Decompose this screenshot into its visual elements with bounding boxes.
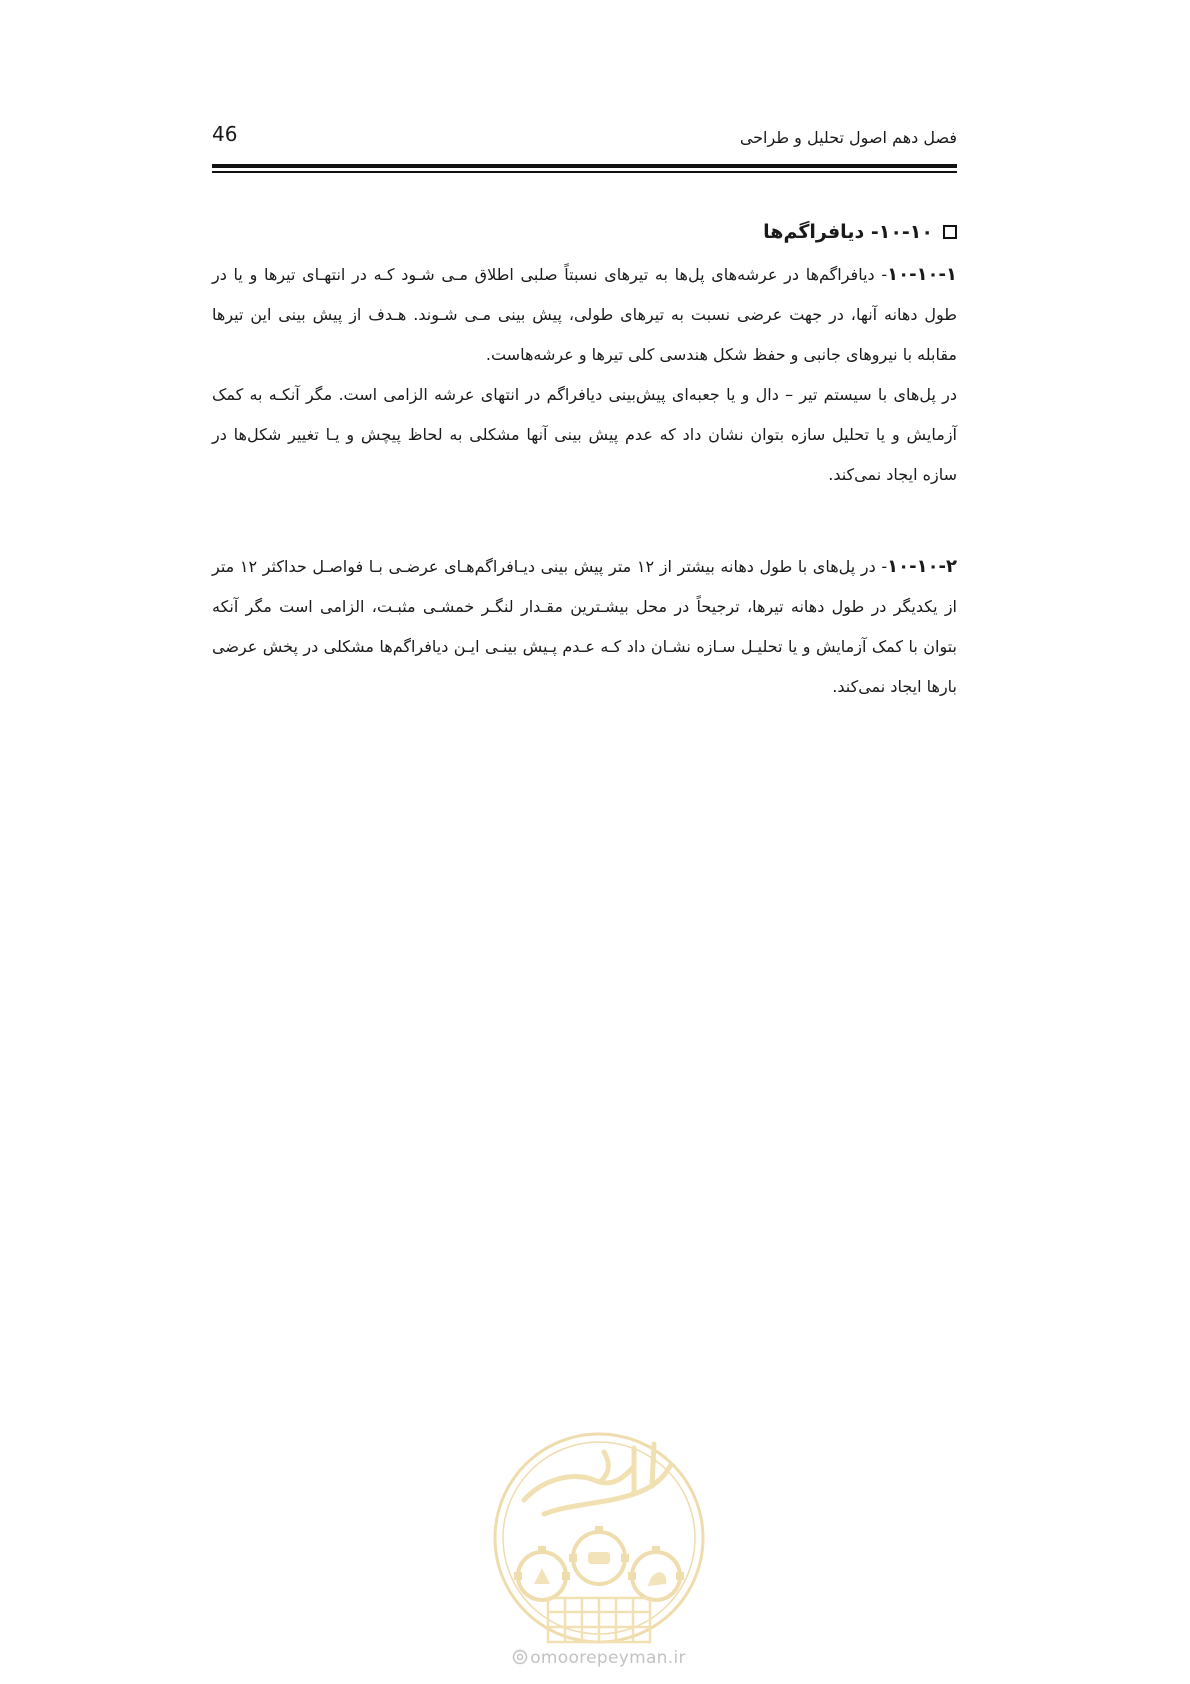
document-body	[212, 215, 957, 707]
paragraph-spacer	[212, 495, 957, 547]
clause-text: - در پل‌های با طول دهانه بیشتر از ۱۲ متر پیش بینی دیـافراگم‌هـای عرضـی بـا فواصـل حداکثر ۱۲ متر از یکدیگر در طول دهانه تیرها، ترجیحاً در محل بیشـترین مقـدار لنگـر خمشـی مثبـت، الزامی است مگر آنکه بتوان با کمک آزمایش و یا تحلیـل سـازه نشـان داد کـه عـدم پـیش بینـی ایـن دیافراگم‌ها مشکلی در پخش عرضی بارها ایجاد نمی‌کند.	[212, 557, 957, 696]
at-sign-icon	[512, 1649, 528, 1665]
page-header	[212, 122, 957, 164]
clause-number: ۱۰-۱۰-۲	[887, 556, 958, 577]
section-heading	[212, 215, 957, 249]
clause-text: در پل‌های با سیستم تیر – دال و یا جعبه‌ای پیش‌بینی دیافراگم در انتهای عرشه الزامی است. مگر آنکـه به کمک آزمایش و یا تحلیل سازه بتوان نشان داد که عدم پیش بینی آنها مشکلی به لحاظ پیچش و یـا تغییر شکل‌ها در سازه ایجاد نمی‌کند.	[212, 385, 957, 484]
running-title: فصل دهم اصول تحلیل و طراحی	[739, 128, 957, 147]
section-heading-text: ۱۰-۱۰- دیافراگم‌ها	[763, 221, 933, 243]
clause-paragraph	[212, 547, 957, 707]
watermark-logo	[484, 1408, 714, 1668]
clause-number: ۱۰-۱۰-۱	[887, 264, 957, 285]
clause-text: - دیافراگم‌ها در عرشه‌های پل‌ها به تیرهای نسبتاً صلبی اطلاق مـی شـود کـه در انتهـای تیرها و یا در طول دهانه آنها، در جهت عرضی نسبت به تیرهای طولی، پیش بینی مـی شـوند. هـدف از پیش بینی این تیرها مقابله با نیروهای جانبی و حفظ شکل هندسی کلی تیرها و عرشه‌هاست.	[212, 265, 957, 364]
clause-paragraph	[212, 255, 957, 375]
watermark-url-text: omoorepeyman.ir	[530, 1648, 686, 1668]
watermark-url	[484, 1648, 714, 1668]
page-number: 46	[212, 122, 238, 146]
checkbox-icon	[943, 225, 957, 239]
clause-paragraph	[212, 375, 957, 495]
header-rule-thick	[212, 164, 957, 168]
header-rule-thin	[212, 171, 957, 173]
